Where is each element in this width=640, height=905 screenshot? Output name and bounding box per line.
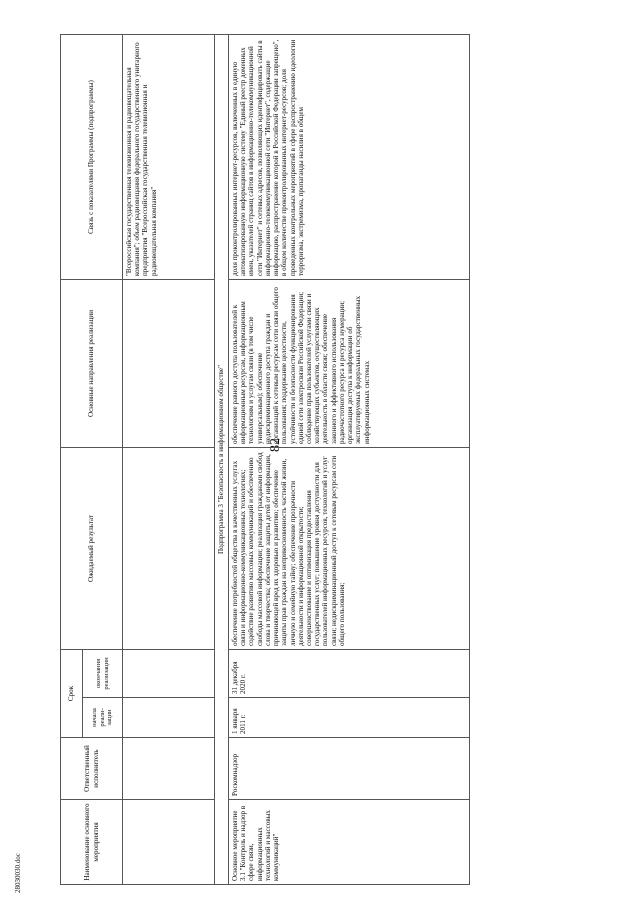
table-row [229, 35, 470, 885]
subprogram-title: Подпрограмма 3 "Безопасность в информационном обществе" [215, 35, 229, 885]
activity-cell: Основное мероприятие 3.1 "Контроль и надзор в сфере связи, информационных технологий и массовых коммуникаций" [229, 800, 470, 885]
header-directions: Основные направления реализации [61, 280, 123, 448]
end-date-cell: 31 декабря 2020 г. [229, 650, 470, 698]
continuation-row [123, 35, 215, 885]
subprogram-row [215, 35, 229, 885]
rotated-page [60, 35, 470, 885]
header-result: Ожидаемый результат [61, 448, 123, 650]
document-code: 28030030.doc [14, 853, 22, 893]
result-cell: обеспечение потребностей общества в качественных услугах связи и информационно-коммуникационных технологиях; содействие развитию массовых коммуникаций и обеспечению свободы массовой информации; реализация гражданами свобод слова и творчества; обеспечение защиты детей от информации, причиняющей вред их здоровью и развитию; обеспечение защиты прав граждан на неприкосновенность частной жизни, личную и семейную тайну; обеспечение прозрачности деятельности и информационной открытости; совершенствование и оптимизация предоставления государственных услуг; повышение уровня доступности для пользователей информационных ресурсов, технологий и услуг связи; недискриминационный доступ к сетевым ресурсам сети общего пользования; [229, 448, 470, 650]
indicators-cell: доля проконтролированных интернет-ресурсов, включенных в единую автоматизированную информационную систему "Единый реестр доменных имен, указателей страниц сайтов в информационно-телекоммуникационной сети "Интернет" и сетевых адресов, позволяющих идентифицировать сайты в информационно-телекоммуникационной сети "Интернет", содержащие информацию, распространение которой в Российской Федерации запрещено", в общем количестве проконтролированных интернет-ресурсов; доля проведенных контрольных мероприятий в сфере распространению идеологии терроризма, экстремизма, пропаганды насилия в общем [229, 35, 470, 280]
page-number: 82 [268, 438, 283, 452]
header-indicators: Связь с показателями Программы (подпрограммы) [61, 35, 123, 280]
header-activity: Наименование основного мероприятия [61, 800, 123, 885]
header-start: начала реали-зации [83, 698, 123, 738]
continuation-indicators: "Всероссийская государственная телевизионная и радиовещательная компания"; объем радиовещания федерального государственного унитарного предприятия "Всероссийская государственная телевизионная и радиовещательная компания" [123, 35, 215, 280]
executor-cell: Роскомнадзор [229, 738, 470, 800]
program-table [60, 34, 470, 885]
directions-cell: обеспечение равного доступа пользователей к информационным ресурсам, информационным технологиям и услугам связи (в том числе универсальным); обеспечение недискриминационного доступа граждан и организаций к сетевым ресурсам сети связи общего пользования; поддержание целостности, устойчивости и безопасности функционирования единой сети электросвязи Российской Федерации; соблюдение прав пользователей услугами связи и хозяйствующих субъектов, осуществляющих деятельность в области связи; обеспечение законного и эффективного использования радиочастотного ресурса и ресурса нумерации; организация доступа к информации об эксплуатируемых федеральных государственных информационных системах [229, 280, 470, 448]
start-date-cell: 1 января 2011 г. [229, 698, 470, 738]
header-executor: Ответственный исполнитель [61, 738, 123, 800]
header-row [61, 35, 83, 885]
header-term: Срок [61, 650, 83, 738]
header-end: окончания реализации [83, 650, 123, 698]
